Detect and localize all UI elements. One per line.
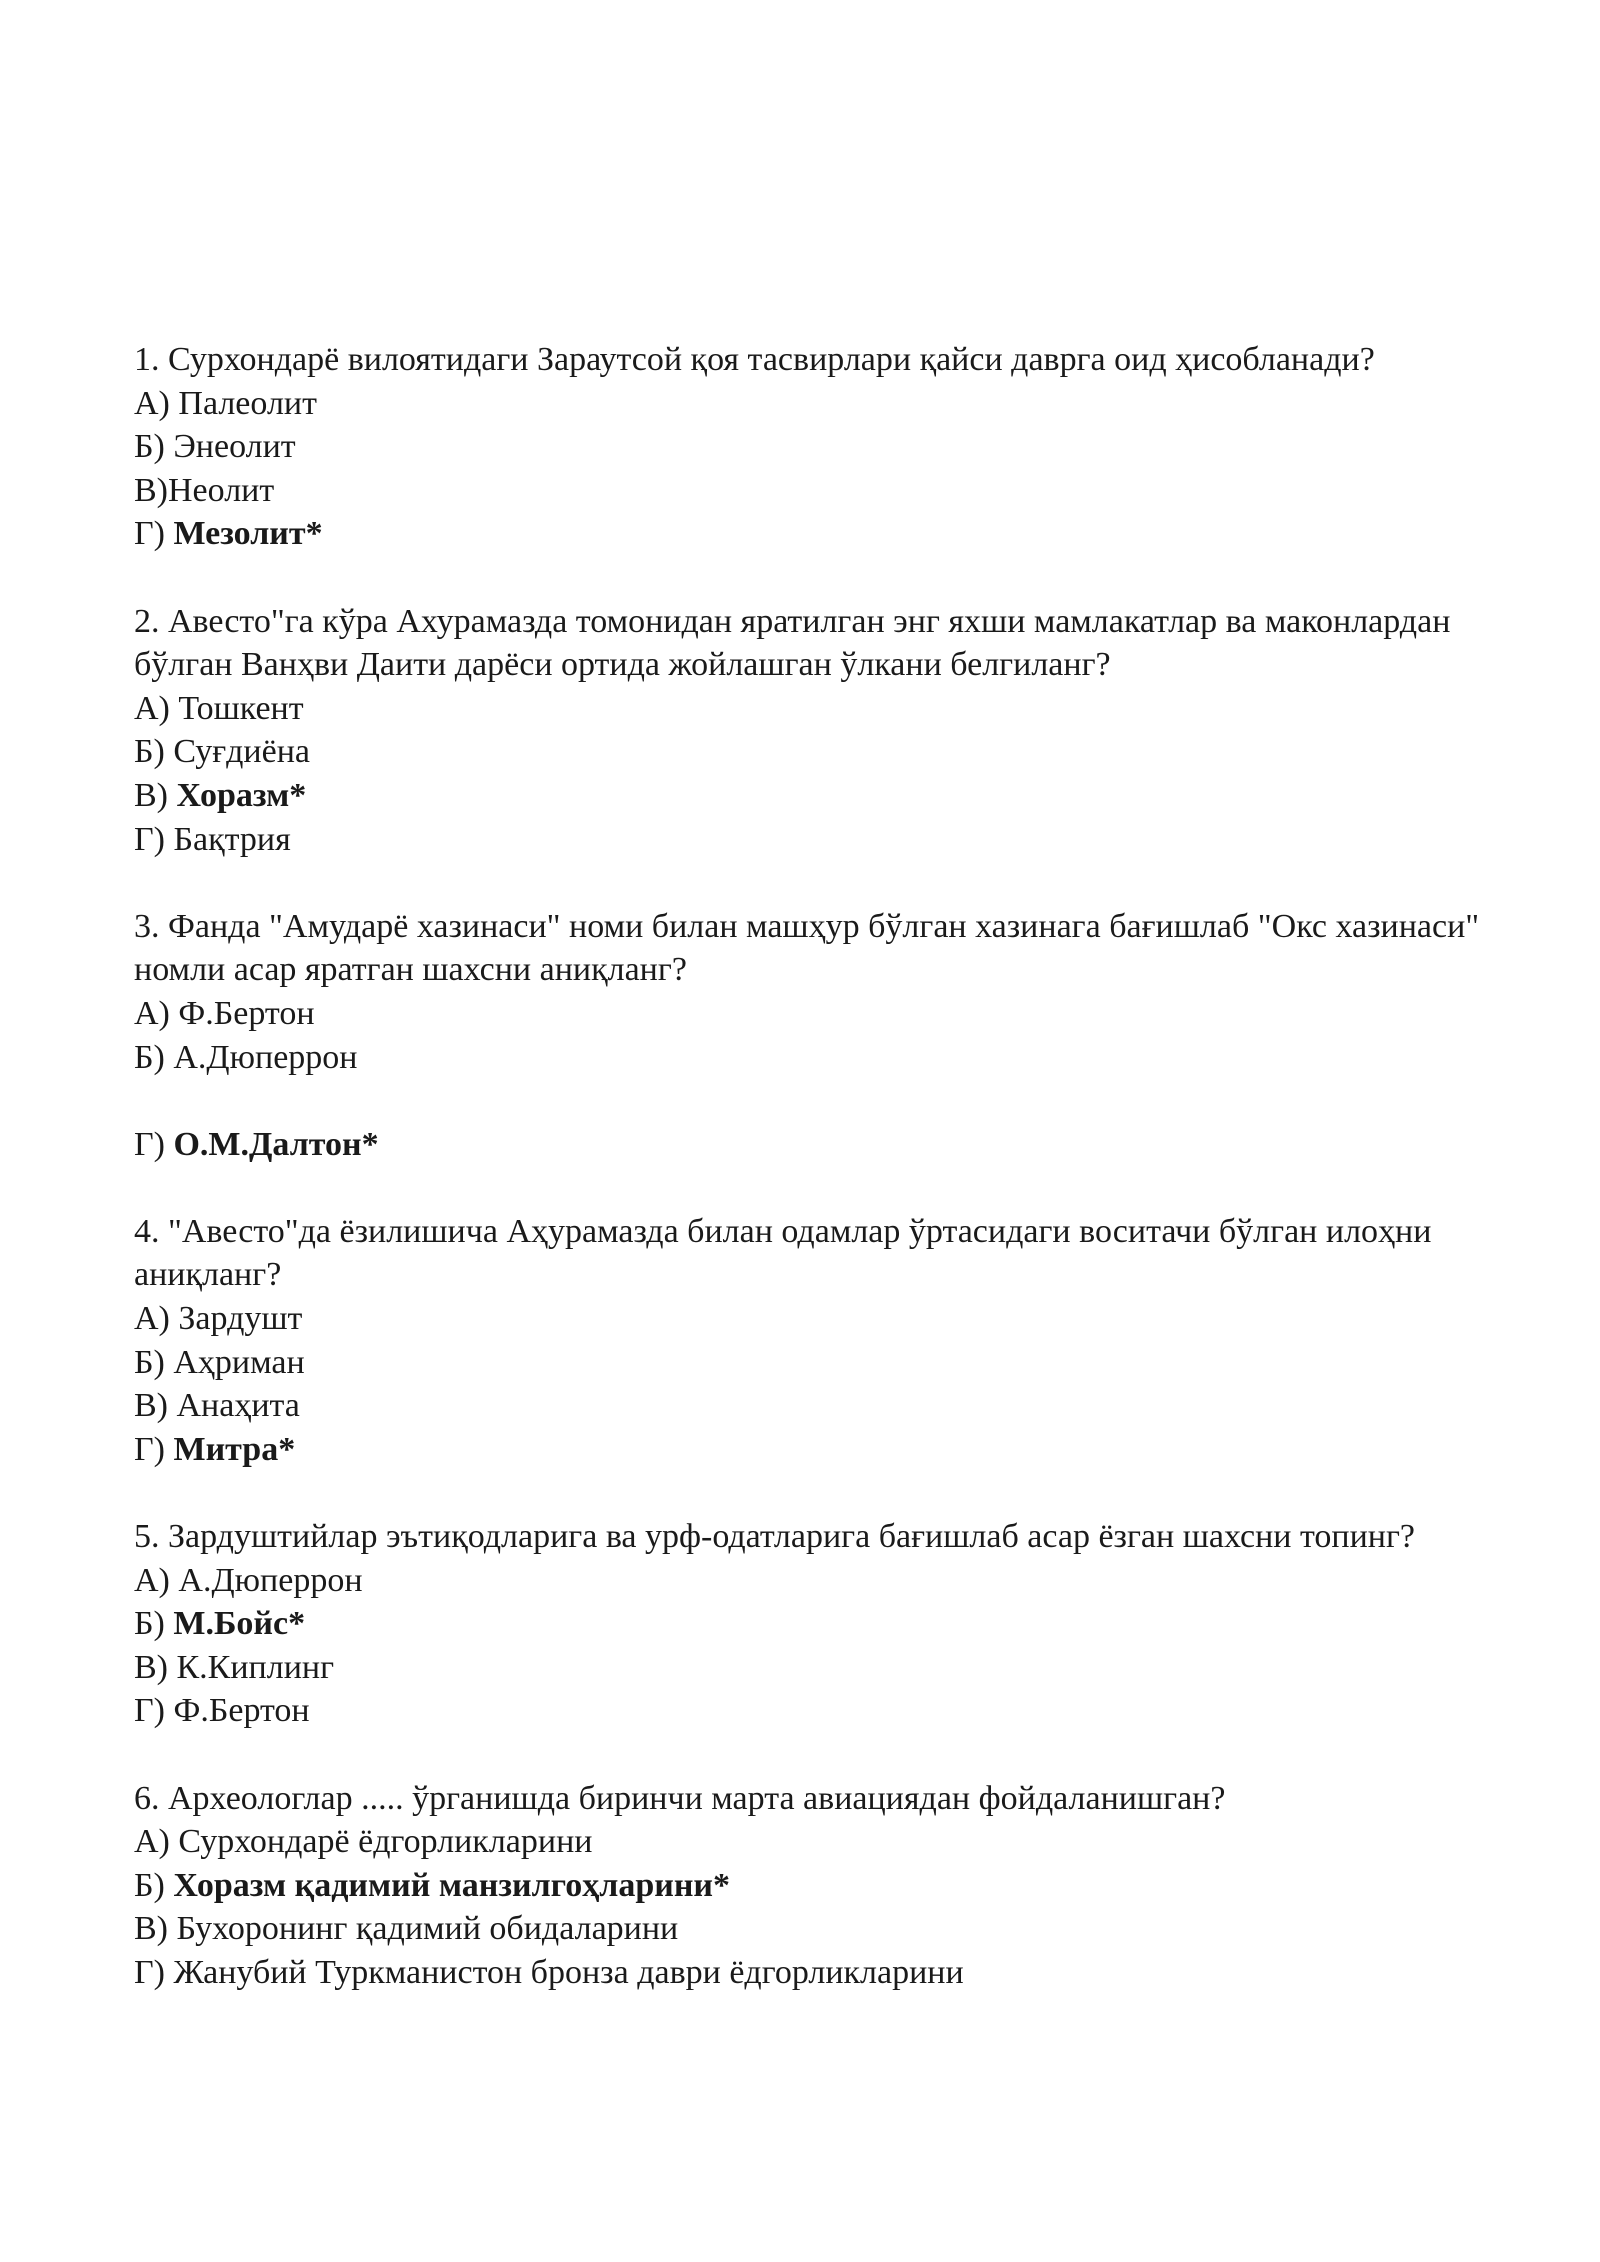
- correct-answer-text: Хоразм*: [176, 776, 307, 814]
- answer-option: [134, 1123, 1494, 1167]
- option-text: Анаҳита: [176, 1387, 300, 1425]
- answer-option: [134, 1907, 1494, 1951]
- option-letter: В): [134, 776, 177, 814]
- option-letter: Б): [134, 428, 174, 466]
- option-text: Палеолит: [178, 384, 317, 422]
- option-text: Сурхондарё ёдгорликларини: [178, 1823, 593, 1861]
- option-letter: А): [134, 1561, 179, 1599]
- option-letter: Б): [134, 1343, 174, 1381]
- option-letter: Г): [134, 1125, 174, 1163]
- correct-answer-text: Хоразм қадимий манзилгоҳларини*: [173, 1866, 731, 1904]
- answer-option: [134, 1951, 1494, 1995]
- option-text: К.Киплинг: [176, 1648, 335, 1686]
- option-text: А.Дюперрон: [178, 1561, 363, 1599]
- option-letter: А): [134, 384, 179, 422]
- answer-option: [134, 469, 1494, 513]
- answer-option: [134, 425, 1494, 469]
- answer-option: [134, 1864, 1494, 1908]
- answer-option: [134, 687, 1494, 731]
- option-letter: Г): [134, 515, 174, 553]
- answer-option: [134, 1820, 1494, 1864]
- question-text: 6. Археологлар ..... ўрганишда биринчи марта авиациядан фойдаланишган?: [134, 1779, 1226, 1817]
- question-block-4: [134, 1210, 1494, 1472]
- option-letter: А): [134, 689, 179, 727]
- blank-line: [134, 1079, 1494, 1123]
- answer-option: [134, 1341, 1494, 1385]
- quiz-content: [134, 338, 1494, 2038]
- question-text: 2. Авесто"га кўра Ахурамазда томонидан яратилган энг яхши мамлакатлар ва маконлардан бўлган Ванҳви Даити дарёси ортида жойлашган ўлкани белгиланг?: [134, 602, 1451, 684]
- option-text: Бухоронинг қадимий обидаларини: [176, 1910, 679, 1948]
- answer-option: [134, 992, 1494, 1036]
- correct-answer-text: Митра*: [173, 1430, 296, 1468]
- option-text: Зардушт: [178, 1300, 303, 1338]
- question-block-5: [134, 1515, 1494, 1733]
- answer-option: [134, 512, 1494, 556]
- option-letter: А): [134, 994, 179, 1032]
- option-text: Тошкент: [178, 689, 304, 727]
- option-letter: Г): [134, 1953, 174, 1991]
- answer-option: [134, 1689, 1494, 1733]
- question-block-2: [134, 600, 1494, 862]
- option-letter: Б): [134, 1605, 174, 1643]
- option-text: Ф.Бертон: [178, 994, 315, 1032]
- answer-option: [134, 774, 1494, 818]
- option-letter: В): [134, 1910, 177, 1948]
- option-letter: Б): [134, 1038, 174, 1076]
- option-text: Жанубий Туркманистон бронза даври ёдгорликларини: [173, 1953, 964, 1991]
- option-letter: А): [134, 1300, 179, 1338]
- option-letter: В): [134, 1648, 177, 1686]
- answer-option: [134, 818, 1494, 862]
- question-text: 3. Фанда "Амударё хазинаси" номи билан машҳур бўлган хазинага бағишлаб "Окс хазинаси" номли асар яратган шахсни аниқланг?: [134, 907, 1480, 989]
- option-text: Бақтрия: [173, 820, 291, 858]
- option-letter: Г): [134, 1692, 174, 1730]
- question-text: 5. Зардуштийлар эътиқодларига ва урф-одатларига бағишлаб асар ёзган шахсни топинг?: [134, 1518, 1416, 1556]
- answer-option: [134, 1428, 1494, 1472]
- question-text: 1. Сурхондарё вилоятидаги Зараутсой қоя тасвирлари қайси даврга оид ҳисобланади?: [134, 341, 1375, 378]
- answer-option: [134, 1559, 1494, 1603]
- answer-option: [134, 1297, 1494, 1341]
- answer-option: [134, 1602, 1494, 1646]
- question-text: 4. "Авесто"да ёзилишича Аҳурамазда билан одамлар ўртасидаги воситачи бўлган илоҳни аниқланг?: [134, 1212, 1432, 1294]
- option-letter: Г): [134, 820, 174, 858]
- option-text: Суғдиёна: [173, 733, 311, 771]
- answer-option: [134, 382, 1494, 426]
- option-letter: В): [134, 471, 168, 509]
- correct-answer-text: М.Бойс*: [173, 1605, 306, 1643]
- option-text: Ф.Бертон: [173, 1692, 310, 1730]
- answer-option: [134, 730, 1494, 774]
- option-letter: Б): [134, 733, 174, 771]
- option-text: Неолит: [168, 471, 275, 509]
- answer-option: [134, 1646, 1494, 1690]
- answer-option: [134, 1384, 1494, 1428]
- option-text: Энеолит: [173, 428, 296, 466]
- option-letter: Г): [134, 1430, 174, 1468]
- question-block-3: [134, 905, 1494, 1167]
- option-text: Аҳриман: [173, 1343, 305, 1381]
- correct-answer-text: О.М.Далтон*: [173, 1125, 379, 1163]
- correct-answer-text: Мезолит*: [173, 515, 323, 553]
- question-block-6: [134, 1777, 1494, 1995]
- answer-option: [134, 1036, 1494, 1080]
- option-letter: Б): [134, 1866, 174, 1904]
- option-text: А.Дюперрон: [173, 1038, 358, 1076]
- option-letter: А): [134, 1823, 179, 1861]
- option-letter: В): [134, 1387, 177, 1425]
- question-block-1: [134, 338, 1494, 556]
